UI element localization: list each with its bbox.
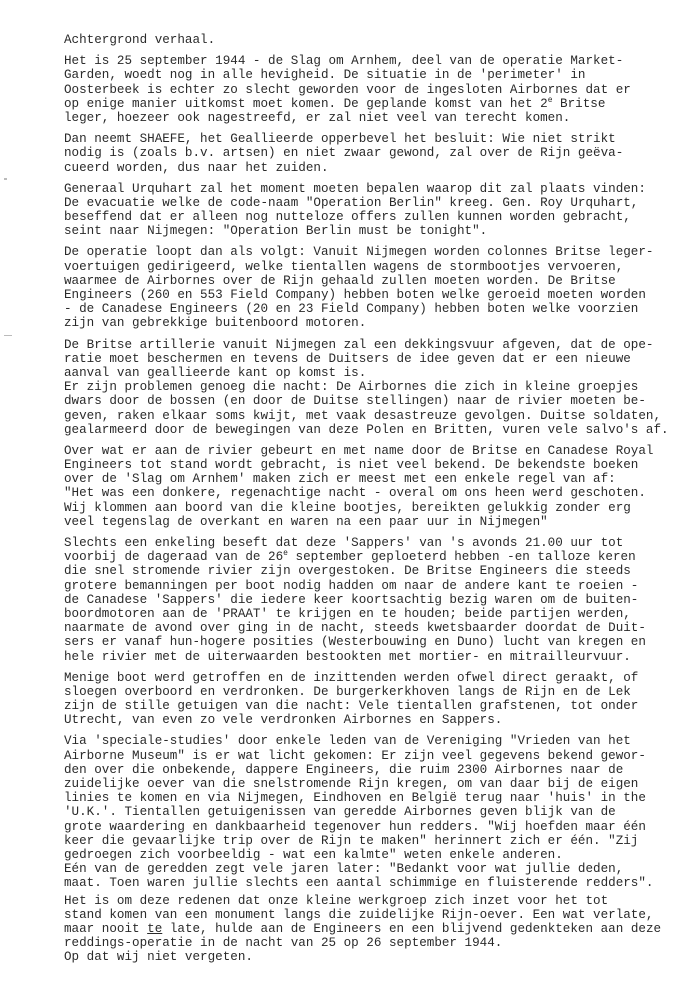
text-segment: op enige manier uitkomst moet komen. De geplande komst van het 2 bbox=[64, 96, 548, 111]
text-line: maat. Toen waren jullie slechts een aantal schimmige en fluisterende redders". bbox=[64, 876, 654, 891]
text-line: grotere bemanningen per boot nodig hadden om naar de andere kant te roeien - bbox=[64, 578, 639, 593]
paragraph bbox=[64, 380, 675, 437]
text-line: Via 'speciale-studies' door enkele leden van de Vereniging "Vrieden van het bbox=[64, 734, 631, 749]
margin-mark bbox=[4, 335, 12, 336]
text-line: veel tegenslag de overkant en waren na een paar uur in Nijmegen" bbox=[64, 514, 548, 529]
text-line: waarmee de Airbornes over de Rijn gehaald zullen moeten worden. De Britse bbox=[64, 273, 616, 288]
text-line bbox=[64, 97, 675, 111]
superscript: e bbox=[283, 549, 288, 559]
text-line: sloegen overboord en verdronken. De burgerkerkhoven langs de Rijn en de Lek bbox=[64, 684, 631, 699]
text-line: Er zijn problemen genoeg die nacht: De Airbornes die zich in kleine groepjes bbox=[64, 380, 639, 395]
text-line: reddings-operatie in de nacht van 25 op 26 september 1944. bbox=[64, 936, 503, 951]
text-line: gedroegen zich voorbeeldig - wat een kalmte" weten enkele anderen. bbox=[64, 847, 563, 862]
text-line: de Canadese 'Sappers' die iedere keer koortsachtig bezig waren om de buiten- bbox=[64, 592, 639, 607]
text-segment: maar nooit bbox=[64, 921, 148, 936]
paragraph bbox=[64, 536, 675, 664]
text-line: Over wat er aan de rivier gebeurt en met name door de Britse en Canadese Royal bbox=[64, 443, 654, 458]
text-line: sers er vanaf hun-hogere posities (Westerbouwing en Duno) lucht van kregen en bbox=[64, 635, 646, 650]
text-line: zuidelijke oever van die snelstromende Rijn kregen, om van daar bij de eigen bbox=[64, 777, 639, 791]
text-line: Engineers (260 en 553 Field Company) hebben boten welke geroeid moeten worden bbox=[64, 288, 646, 302]
text-line: boordmotoren aan de 'PRAAT' te krijgen en te houden; beide partijen werden, bbox=[64, 606, 631, 621]
text-line: dwars door de bossen (en door de Duitse stellingen) naar de rivier moeten be- bbox=[64, 394, 646, 409]
typewritten-document bbox=[64, 33, 675, 964]
text-line: zijn van gebrekkige buitenboord motoren. bbox=[64, 316, 367, 331]
text-line: beseffend dat er alleen nog nutteloze offers zullen kunnen worden gebracht, bbox=[64, 210, 631, 225]
text-line: - de Canadese Engineers (20 en 23 Field Company) hebben boten welke voorzien bbox=[64, 302, 639, 317]
text-line: Op dat wij niet vergeten. bbox=[64, 950, 253, 965]
text-line: stand komen van een monument langs die zuidelijke Rijn-oever. Een wat verlate, bbox=[64, 907, 654, 922]
text-line: zijn de stille getuigen van die nacht: Vele tientallen grafstenen, tot onder bbox=[64, 699, 639, 714]
paragraph bbox=[64, 671, 675, 728]
paragraph bbox=[64, 245, 675, 330]
text-segment: Britse bbox=[552, 96, 606, 111]
text-line: De evacuatie welke de code-naam "Operation Berlin" kreeg. Gen. Roy Urquhart, bbox=[64, 195, 639, 210]
text-line: den over die onbekende, dappere Engineers, die ruim 2300 Airbornes naar de bbox=[64, 762, 624, 777]
paragraph bbox=[64, 444, 675, 529]
paragraph bbox=[64, 894, 675, 951]
text-line: ratie moet beschermen en tevens de Duitsers de idee geven dat er een nieuwe bbox=[64, 351, 631, 366]
text-line: Generaal Urquhart zal het moment moeten bepalen waarop dit zal plaats vinden: bbox=[64, 181, 646, 196]
text-line: hele rivier met de uiterwaarden bestookten met mortier- en mitrailleurvuur. bbox=[64, 649, 631, 664]
text-line: Achtergrond verhaal. bbox=[64, 33, 216, 47]
paragraph bbox=[64, 734, 675, 862]
text-line: Eén van de geredden zegt vele jaren later: "Bedankt voor wat jullie deden, bbox=[64, 862, 624, 877]
text-line: Het is 25 september 1944 - de Slag om Arnhem, deel van de operatie Market- bbox=[64, 54, 624, 69]
text-line: Het is om deze redenen dat onze kleine werkgroep zich inzet voor het tot bbox=[64, 893, 609, 908]
margin-mark bbox=[4, 178, 7, 180]
text-line: De Britse artillerie vanuit Nijmegen zal een dekkingsvuur afgeven, dat de ope- bbox=[64, 337, 654, 352]
superscript: e bbox=[547, 95, 553, 105]
text-line bbox=[64, 922, 675, 936]
text-segment: voorbij de dageraad van de 26 bbox=[64, 550, 284, 565]
text-line: Engineers tot stand wordt gebracht, is niet veel bekend. De bekendste boeken bbox=[64, 458, 639, 473]
text-line: De operatie loopt dan als volgt: Vanuit Nijmegen worden colonnes Britse leger- bbox=[64, 245, 654, 260]
text-line: Garden, woedt nog in alle hevigheid. De situatie in de 'perimeter' in bbox=[64, 68, 586, 83]
text-line: seint naar Nijmegen: "Operation Berlin must be tonight". bbox=[64, 224, 488, 239]
text-line: geven, raken elkaar soms kwijt, met vaak desastreuze gevolgen. Duitse soldaten, bbox=[64, 408, 662, 423]
text-line: Dan neemt SHAEFE, het Geallieerde opperbevel het besluit: Wie niet strikt bbox=[64, 132, 616, 147]
text-line: cueerd worden, dus naar het zuiden. bbox=[64, 160, 329, 175]
text-line: Wij klommen aan boord van die kleine bootjes, bereikten gelukkig zonder erg bbox=[64, 500, 631, 515]
underlined-text: te bbox=[147, 921, 163, 936]
text-line: leger, hoezeer ook nagestreefd, er zal niet veel van terecht komen. bbox=[64, 110, 571, 125]
text-line: grote waardering en dankbaarheid tegenover hun redders. "Wij hoefden maar één bbox=[64, 819, 646, 834]
text-segment: september geploeterd hebben -en talloze keren bbox=[287, 550, 636, 565]
text-segment: late, hulde aan de Engineers en een blijvend gedenkteken aan deze bbox=[162, 921, 662, 936]
text-line: "Het was een donkere, regenachtige nacht - overal om ons heen werd geschoten. bbox=[64, 486, 646, 501]
paragraph bbox=[64, 132, 675, 175]
text-line: nodig is (zoals b.v. artsen) en niet zwaar gewond, zal over de Rijn geëva- bbox=[64, 146, 624, 161]
paragraph bbox=[64, 862, 675, 890]
paragraph bbox=[64, 338, 675, 381]
text-line: Slechts een enkeling beseft dat deze 'Sappers' van 's avonds 21.00 uur tot bbox=[64, 536, 624, 550]
text-line: die snel stromende rivier zijn overgestoken. De Britse Engineers die steeds bbox=[64, 564, 631, 579]
text-line: linies te komen en via Nijmegen, Eindhoven en België terug naar 'huis' in the bbox=[64, 791, 646, 806]
text-line: naarmate de avond over ging in de nacht, steeds kwetsbaarder doordat de Duit- bbox=[64, 621, 646, 636]
text-line: voertuigen gedirigeerd, welke tientallen wagens de stormbootjes vervoeren, bbox=[64, 259, 624, 274]
text-line: Utrecht, van even zo vele verdronken Airbornes en Sappers. bbox=[64, 713, 503, 728]
text-line: 'U.K.'. Tientallen getuigenissen van geredde Airbornes geven blijk van de bbox=[64, 805, 616, 820]
text-line: aanval van geallieerde kant op komst is. bbox=[64, 365, 367, 380]
text-line: keer die gevaarlijke trip over de Rijn te maken" herinnert zich er één. "Zij bbox=[64, 833, 639, 848]
paragraph bbox=[64, 950, 675, 964]
document-title bbox=[64, 33, 675, 47]
text-line: Airborne Museum" is er wat licht gekomen: Er zijn veel gegevens bekend gewor- bbox=[64, 748, 646, 763]
text-line: Menige boot werd getroffen en de inzittenden werden ofwel direct geraakt, of bbox=[64, 670, 639, 685]
text-line bbox=[64, 550, 675, 564]
text-line: Oosterbeek is echter zo slecht geworden voor de ingesloten Airbornes dat er bbox=[64, 82, 631, 97]
paragraph bbox=[64, 54, 675, 125]
text-line: gealarmeerd door de bewegingen van deze Polen en Britten, vuren vele salvo's af. bbox=[64, 422, 669, 437]
text-line: over de 'Slag om Arnhem' maken zich er meest met een enkele regel van af: bbox=[64, 472, 616, 487]
paragraph bbox=[64, 182, 675, 239]
